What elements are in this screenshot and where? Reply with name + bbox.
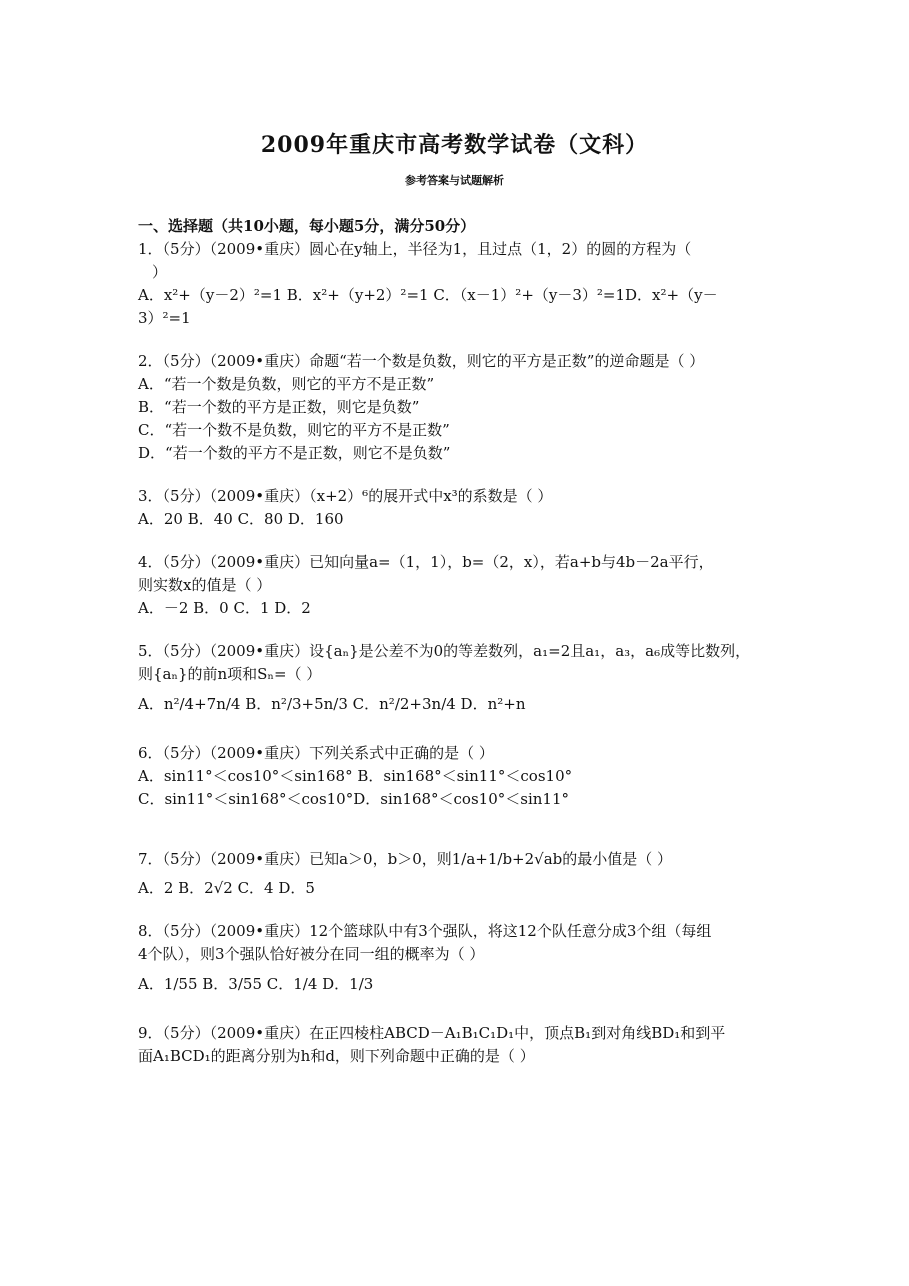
question-4: [138, 551, 774, 620]
page-subtitle: 参考答案与试题解析: [405, 174, 504, 187]
question-3-stem: 3．（5分）（2009•重庆）（x+2）⁶的展开式中x³的系数是（ ）: [138, 487, 553, 505]
question-9-stem: 9．（5分）（2009•重庆）在正四棱柱ABCD－A₁B₁C₁D₁中，顶点B₁到对角线BD₁和到平: [138, 1024, 726, 1042]
question-5-stem: 5．（5分）（2009•重庆）设{aₙ}是公差不为0的等差数列，a₁=2且a₁，a₃，a₆成等比数列，: [138, 642, 751, 660]
question-2-option-d: D．“若一个数的平方不是正数，则它不是负数”: [138, 444, 451, 462]
question-2-stem: 2．（5分）（2009•重庆）命题“若一个数是负数，则它的平方是正数”的逆命题是（ ）: [138, 352, 705, 370]
question-3: [138, 485, 774, 531]
question-1: [138, 238, 774, 330]
question-5: [138, 640, 774, 722]
question-7-options: A．2 B．2√2 C．4 D．5: [138, 879, 315, 897]
question-2: [138, 350, 774, 465]
question-6-stem: 6．（5分）（2009•重庆）下列关系式中正确的是（ ）: [138, 744, 494, 762]
question-1-options-cont: 3）²=1: [138, 309, 191, 327]
question-9: [138, 1022, 774, 1068]
question-6-options-cont: C．sin11°＜sin168°＜cos10°D．sin168°＜cos10°＜sin11°: [138, 790, 569, 808]
question-8: [138, 920, 774, 1002]
question-1-stem-cont: ）: [152, 263, 168, 281]
question-4-stem-cont: 则实数x的值是（ ）: [138, 576, 272, 594]
question-3-options: A．20 B．40 C．80 D．160: [138, 510, 344, 528]
question-7-stem: 7．（5分）（2009•重庆）已知a＞0，b＞0，则1/a+1/b+2√ab的最小值是（ ）: [138, 850, 673, 868]
question-8-options: A．1/55 B．3/55 C．1/4 D．1/3: [138, 975, 374, 993]
question-4-stem: 4．（5分）（2009•重庆）已知向量a=（1，1），b=（2，x），若a+b与4b－2a平行，: [138, 553, 714, 571]
question-6: [138, 742, 774, 811]
question-7: [138, 841, 774, 900]
question-9-stem-cont: 面A₁BCD₁的距离分别为h和d，则下列命题中正确的是（ ）: [138, 1047, 535, 1065]
question-4-options: A．－2 B．0 C．1 D．2: [138, 599, 311, 617]
question-2-option-c: C．“若一个数不是负数，则它的平方不是正数”: [138, 421, 450, 439]
question-5-options: A．n²/4+7n/4 B．n²/3+5n/3 C．n²/2+3n/4 D．n²+n: [138, 695, 526, 713]
question-2-option-b: B．“若一个数的平方是正数，则它是负数”: [138, 398, 420, 416]
section-heading: 一、选择题（共10小题，每小题5分，满分50分）: [138, 217, 476, 235]
page-title: 2009年重庆市高考数学试卷（文科）: [260, 132, 649, 158]
question-5-stem-cont: 则{aₙ}的前n项和Sₙ=（ ）: [138, 665, 322, 683]
question-1-stem: 1．（5分）（2009•重庆）圆心在y轴上，半径为1，且过点（1，2）的圆的方程为（: [138, 240, 692, 258]
question-1-options: A．x²+（y－2）²=1 B．x²+（y+2）²=1 C．（x－1）²+（y－3）²=1D．x²+（y－: [138, 286, 718, 304]
question-8-stem-cont: 4个队），则3个强队恰好被分在同一组的概率为（ ）: [138, 945, 485, 963]
question-2-option-a: A．“若一个数是负数，则它的平方不是正数”: [138, 375, 435, 393]
question-8-stem: 8．（5分）（2009•重庆）12个篮球队中有3个强队，将这12个队任意分成3个组（每组: [138, 922, 712, 940]
question-6-options: A．sin11°＜cos10°＜sin168° B．sin168°＜sin11°＜cos10°: [138, 767, 573, 785]
question-list: [138, 214, 774, 1088]
